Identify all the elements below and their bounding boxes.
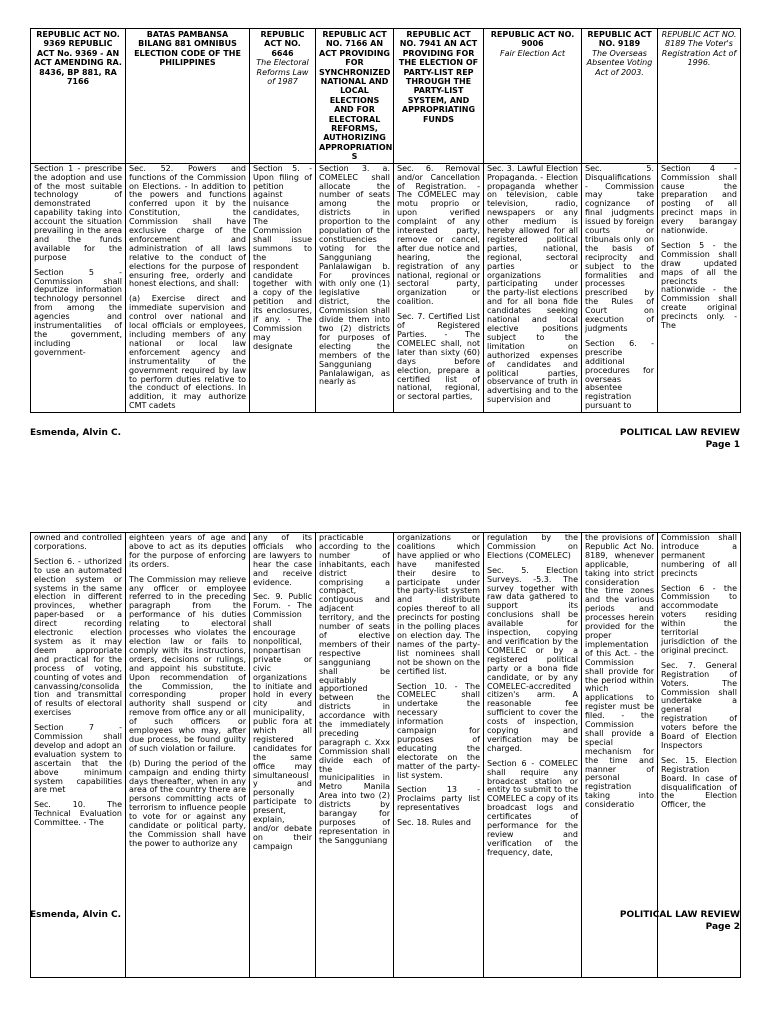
header-ra-9189: REPUBLIC ACT NO. 9189 The Overseas Absentee Voting Act of 2003. — [582, 29, 658, 164]
header-ra-6646: REPUBLIC ACT NO. 6646 The Electoral Reforms Law of 1987 — [250, 29, 316, 164]
footer-author: Esmenda, Alvin C. — [30, 428, 122, 438]
cell-bp-881: Sec. 52. Powers and functions of the Commission on Elections. - In addition to the powers and functions conferred upon it by the Constitution, the Commission shall have exclusive charge of the enforcement and administration of all laws relative to the conduct of elections for the purpose of ensuring free, orderly and honest elections, and shall: (a) Exercise direct and immediate supervision and control over national and local officials or employees, including members of any national or local law enforcement agency and instrumentality of the government required by law to perform duties relative to the conduct of elections. In addition, it may authorize CMT cadets — [126, 163, 250, 412]
cell-ra-8189: Section 4 - Commission shall cause the preparation and posting of all precinct maps in every barangay nationwide. Section 5 - the Commission shall draw updated maps of all the precincts nationwide - the Commission shall create original precincts only. - The — [658, 163, 741, 412]
footer-title-2: POLITICAL LAW REVIEW — [619, 910, 740, 920]
header-row — [31, 29, 741, 164]
cell-ra-7166: Section 3. a. COMELEC shall allocate the number of seats among the districts in proportion to the population of the constituencies voting for the Sangguniang Panlalawigan b. For provinces with only one (1) legislative district, the Commission shall divide them into two (2) districts for purposes of electing the members of the Sangguniang Panlalawigan, as nearly as — [316, 163, 394, 412]
header-ra-9006: REPUBLIC ACT NO. 9006 Fair Election Act — [484, 29, 582, 164]
header-bp-881: BATAS PAMBANSA BILANG 881 OMNIBUS ELECTION CODE OF THE PHILIPPINES — [126, 29, 250, 164]
header-ra-9369: REPUBLIC ACT NO. 9369 REPUBLIC ACT No. 9369 - AN ACT AMENDING RA. 8436, BP 881, RA 7166 — [31, 29, 126, 164]
body-row-page-1 — [31, 163, 741, 412]
footer-author-2: Esmenda, Alvin C. — [30, 910, 122, 920]
cell-bp-881-cont: eighteen years of age and above to act as its deputies for the purpose of enforcing its orders. The Commission may relieve any officer or employee referred to in the preceding paragraph from the performance of his duties relating to electoral processes who violates the election law or fails to comply with its instructions, orders, decisions or rulings, and appoint his substitute. Upon recommendation of the Commission, the corresponding proper authority shall suspend or remove from office any or all of such officers or employees who may, after due process, be found guilty of such violation or failure. (b) During the period of the campaign and ending thirty days thereafter, when in any area of the country there are persons committing acts of terrorism to influence people to vote for or against any candidate or political party, the Commission shall have the power to authorize any — [126, 533, 250, 978]
header-ra-8189: REPUBLIC ACT NO. 8189 The Voter's Registration Act of 1996. — [658, 29, 741, 164]
cell-ra-9369: Section 1 - prescribe the adoption and use of the most suitable technology of demonstrated capability taking into account the situation prevailing in the area and the funds available for the purpose Section 5 - Commission shall deputize information technology personnel from among the agencies and instrumentalities of the government, including government- — [31, 163, 126, 412]
footer-page-number-2: Page 2 — [705, 922, 740, 932]
comparison-table-page-1 — [30, 28, 741, 413]
page-2 — [0, 512, 768, 1024]
cell-ra-6646-cont: any of its officials who are lawyers to hear the case and receive evidence. Sec. 9. Public Forum. - The Commission shall encourage nonpolitical, nonpartisan private or civic organizations to initiate and hold in every city and municipality, public fora at which all registered candidates for the same office may simultaneously and personally participate to present, explain, and/or debate on their campaign — [250, 533, 316, 978]
cell-ra-9006-cont: regulation by the Commission on Elections (COMELEC) Sec. 5. Election Surveys. -5.3. The survey together with raw data gathered to support its conclusions shall be available for inspection, copying and verification by the COMELEC or by a registered political party or a bona fide candidate, or by any COMELEC-accredited citizen's arm. A reasonable fee sufficient to cover the costs of inspection, copying and verification may be charged. Section 6 - COMELEC shall require any broadcast station or entity to submit to the COMELEC a copy of its broadcast logs and certificates of performance for the review and verification of the frequency, date, — [484, 533, 582, 978]
footer-title: POLITICAL LAW REVIEW — [619, 428, 740, 438]
cell-ra-7166-cont: practicable according to the number of inhabitants, each district comprising a compact, contiguous and adjacent territory, and the number of seats of elective members of their respective sangguniang shall be equitably apportioned between the districts in accordance with the immediately preceding paragraph c. Xxx Commission shall divide each of the municipalities in Metro Manila Area into two (2) districts by barangay for purposes of representation in the Sangguniang — [316, 533, 394, 978]
cell-ra-9369-cont: owned and controlled corporations. Section 6. - uthorized to use an automated election system or systems in the same election in different provinces, whether paper-based or a direct recording electronic election system as it may deem appropriate and practical for the process of voting, counting of votes and canvassing/consolidation and transmittal of results of electoral exercises Section 7 - Commission shall develop and adopt an evaluation system to ascertain that the above minimum system capabilities are met Sec. 10. The Technical Evaluation Committee. - The — [31, 533, 126, 978]
header-ra-7941: REPUBLIC ACT NO. 7941 AN ACT PROVIDING FOR THE ELECTION OF PARTY-LIST REP THROUGH THE PARTY-LIST SYSTEM, AND APPROPRIATING FUNDS — [394, 29, 484, 164]
footer-page-number: Page 1 — [705, 440, 740, 450]
cell-ra-7941: Sec. 6. Removal and/or Cancellation of Registration. - The COMELEC may motu proprio or upon verified complaint of any interested party, remove or cancel, after due notice and hearing, the registration of any national, regional or sectoral party, organization or coalition. Sec. 7. Certified List of Registered Parties. - The COMELEC shall, not later than sixty (60) days before election, prepare a certified list of national, regional, or sectoral parties, — [394, 163, 484, 412]
cell-ra-6646: Section 5. - Upon filing of petition against nuisance candidates, The Commission shall issue summons to the respondent candidate together with a copy of the petition and its enclosures, if any. - The Commission may designate — [250, 163, 316, 412]
cell-ra-9006: Sec. 3. Lawful Election Propaganda. - Election propaganda whether on television, cable television, radio, newspapers or any other medium is hereby allowed for all registered political parties, national, regional, sectoral parties or organizations participating under the party-list elections and for all bona fide candidates seeking national and local elective positions subject to the limitation on authorized expenses of candidates and political parties, observance of truth in advertising and to the supervision and — [484, 163, 582, 412]
cell-ra-9189: Sec. 5. Disqualifications - Commission may take cognizance of final judgments issued by foreign courts or tribunals only on the basis of reciprocity and subject to the formalities and processes prescribed by the Rules of Court on execution of judgments Section 6. - prescribe additional procedures for overseas absentee registration pursuant to — [582, 163, 658, 412]
header-ra-7166: REPUBLIC ACT NO. 7166 AN ACT PROVIDING FOR SYNCHRONIZED NATIONAL AND LOCAL ELECTIONS AND FOR ELECTORAL REFORMS, AUTHORIZING APPROPRIATION S — [316, 29, 394, 164]
cell-ra-8189-cont: Commission shall introduce a permanent numbering of all precincts Section 6 - the Commission to accommodate voters residing within the territorial jurisdiction of the original precinct. Sec. 7. General Registration of Voters. The Commission shall undertake a general registration of voters before the Board of Election Inspectors Sec. 15. Election Registration Board. In case of disqualification of the Election Officer, the — [658, 533, 741, 978]
cell-ra-7941-cont: organizations or coalitions which have applied or who have manifested their desire to participate under the party-list system and distribute copies thereof to all precincts for posting in the polling places on election day. The names of the party-list nominees shall not be shown on the certified list. Section 10. - The COMELEC shall undertake the necessary information campaign for purposes of educating the electorate on the matter of the party-list system. Section 13 - Proclaims party list representatives Sec. 18. Rules and — [394, 533, 484, 978]
cell-ra-9189-cont: the provisions of Republic Act No. 8189, whenever applicable, taking into strict consideration the time zones and the various periods and processes herein provided for the proper implementation of this Act. - the Commission shall provide for the period within which applications to register must be filed. - the Commission shall provide a special mechanism for the time and manner of personal registration taking into consideratio — [582, 533, 658, 978]
